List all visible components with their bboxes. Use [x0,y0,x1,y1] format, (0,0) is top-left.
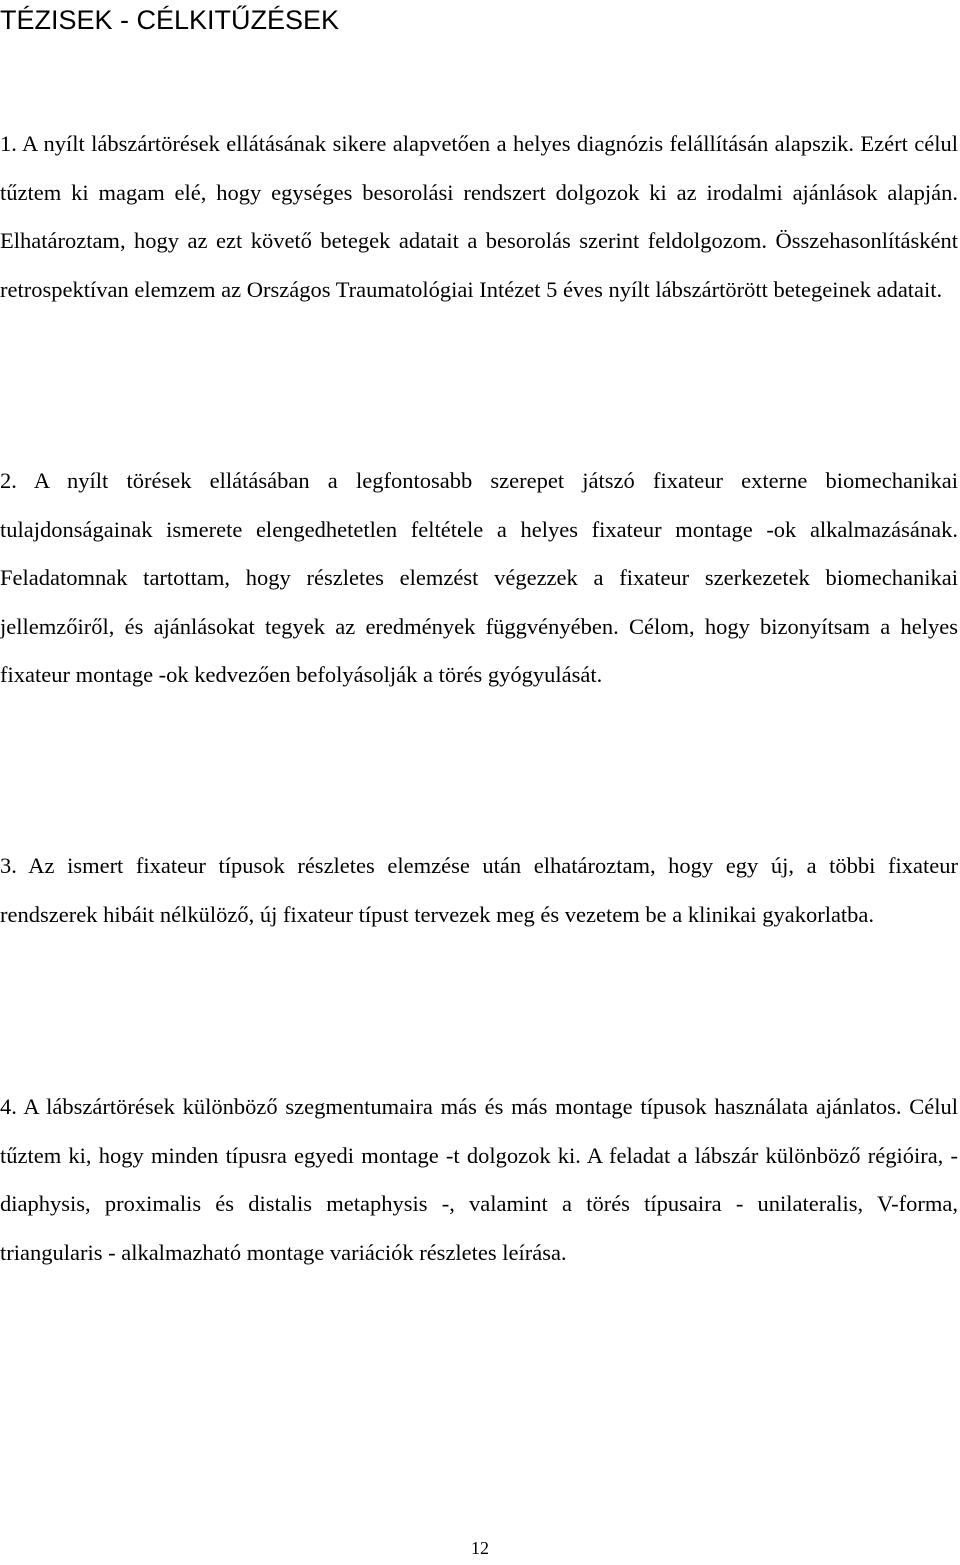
page-title: TÉZISEK - CÉLKITŰZÉSEK [0,5,340,35]
paragraph-2: 2. A nyílt törések ellátásában a legfontosabb szerepet játszó fixateur externe biomechanikai tulajdonságainak ismerete elengedhetetlen feltétele a helyes fixateur montage -ok alkalmazásának. Feladatomnak tartottam, hogy részletes elemzést végezzek a fixateur szerkezetek biomechanikai jellemzőiről, és ajánlásokat tegyek az eredmények függvényében. Célom, hogy bizonyítsam a helyes fixateur montage -ok kedvezően befolyásolják a törés gyógyulását. [0,468,958,687]
page-number: 12 [471,1538,489,1558]
paragraph-1: 1. A nyílt lábszártörések ellátásának sikere alapvetően a helyes diagnózis felállításán alapszik. Ezért célul tűztem ki magam elé, hogy egységes besorolási rendszert dolgozok ki az irodalmi ajánlások alapján. Elhatároztam, hogy az ezt követő betegek adatait a besorolás szerint feldolgozom. Összehasonlításként retrospektívan elemzem az Országos Traumatológiai Intézet 5 éves nyílt lábszártörött betegeinek adatait. [0,131,958,302]
paragraph-4: 4. A lábszártörések különböző szegmentumaira más és más montage típusok használata ajánlatos. Célul tűztem ki, hogy minden típusra egyedi montage -t dolgozok ki. A feladat a lábszár különböző régióira, - diaphysis, proximalis és distalis metaphysis -, valamint a törés típusaira - unilateralis, V-forma, triangularis - alkalmazható montage variációk részletes leírása. [0,1094,958,1265]
paragraph-3: 3. Az ismert fixateur típusok részletes elemzése után elhatároztam, hogy egy új, a többi fixateur rendszerek hibáit nélkülöző, új fixateur típust tervezek meg és vezetem be a klinikai gyakorlatba. [0,853,958,927]
